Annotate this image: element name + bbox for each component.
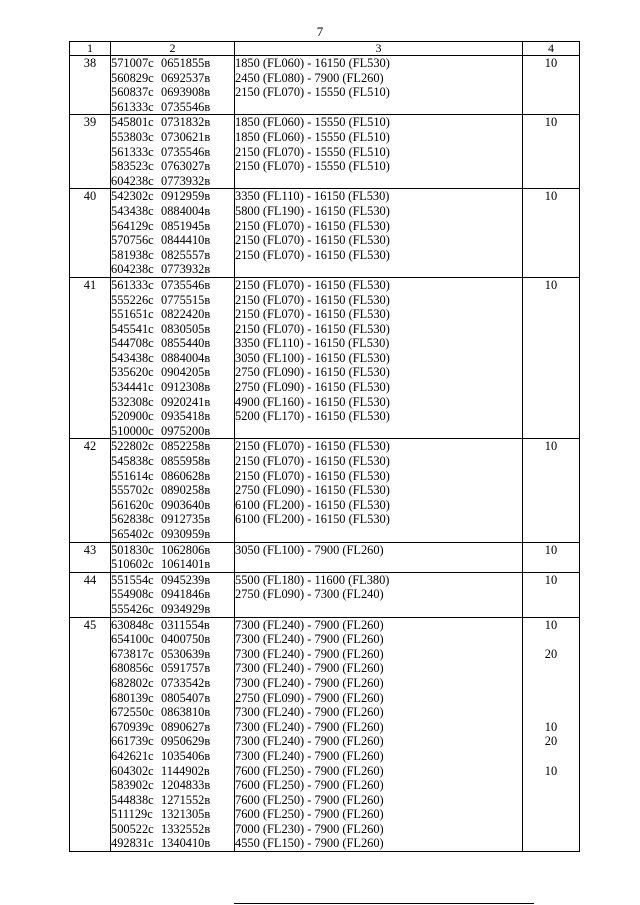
coordinate-line	[111, 454, 234, 469]
latitude: 630848с	[111, 617, 154, 632]
latitude: 543438с	[111, 350, 154, 365]
altitude-range: 2150 (FL070) - 16150 (FL530)	[235, 468, 390, 483]
value	[523, 705, 579, 720]
coordinate-line	[111, 705, 234, 720]
latitude: 583523с	[111, 159, 154, 174]
latitude: 682802с	[111, 675, 154, 690]
coordinate-line	[111, 439, 234, 454]
longitude: 0844410в	[161, 233, 211, 248]
latitude: 555426с	[111, 601, 154, 616]
coordinate-line	[111, 676, 234, 691]
latitude: 551554с	[111, 572, 154, 587]
latitude: 500522с	[111, 821, 154, 836]
altitude-levels-cell	[235, 572, 523, 617]
coordinate-line	[111, 483, 234, 498]
value	[523, 676, 579, 691]
coordinate-line	[111, 159, 234, 174]
value: 10	[544, 189, 558, 204]
coordinate-line	[111, 365, 234, 380]
latitude: 535620с	[111, 365, 154, 380]
altitude-range: 7300 (FL240) - 7900 (FL260)	[235, 748, 384, 763]
coordinates-cell	[111, 277, 235, 439]
longitude: 0884004в	[161, 203, 211, 218]
coordinate-line	[111, 587, 234, 602]
altitude-range: 2150 (FL070) - 16150 (FL530)	[235, 439, 390, 454]
longitude: 0773932в	[161, 173, 211, 188]
coordinate-line	[111, 130, 234, 145]
value: 10	[544, 542, 558, 557]
longitude: 0935418в	[161, 409, 211, 424]
value: 10	[544, 115, 558, 130]
latitude: 511129с	[111, 807, 153, 822]
value-cell	[523, 572, 580, 617]
longitude: 0950629в	[161, 734, 211, 749]
value-cell	[523, 56, 580, 115]
latitude: 545541с	[111, 321, 154, 336]
altitude-range: 2150 (FL070) - 15550 (FL510)	[235, 85, 390, 100]
latitude: 544708с	[111, 336, 154, 351]
value: 10	[544, 763, 558, 778]
latitude: 510000с	[111, 423, 154, 438]
altitude-levels-cell	[235, 115, 523, 189]
altitude-range: 7300 (FL240) - 7900 (FL260)	[235, 632, 384, 647]
altitude-range: 7300 (FL240) - 7900 (FL260)	[235, 646, 384, 661]
coordinate-line	[111, 409, 234, 424]
coordinate-line	[111, 336, 234, 351]
latitude: 564129с	[111, 218, 154, 233]
latitude: 555226с	[111, 292, 154, 307]
latitude: 680139с	[111, 690, 154, 705]
value	[523, 749, 579, 764]
altitude-levels-cell	[235, 439, 523, 542]
longitude: 0884004в	[161, 350, 211, 365]
value: 20	[544, 646, 558, 661]
latitude: 604238с	[111, 262, 154, 277]
value: 10	[544, 617, 558, 632]
coordinate-line	[111, 424, 234, 439]
header-row	[70, 42, 580, 56]
coordinates-cell	[111, 56, 235, 115]
altitude-range: 7300 (FL240) - 7900 (FL260)	[235, 705, 384, 720]
coordinate-line	[111, 764, 234, 779]
altitude-range: 7600 (FL250) - 7900 (FL260)	[235, 763, 384, 778]
value: 10	[544, 56, 558, 70]
page-number: 7	[316, 24, 324, 39]
latitude: 532308с	[111, 394, 154, 409]
value-cell	[523, 439, 580, 542]
page-bottom-rule	[234, 903, 534, 904]
longitude: 0912308в	[161, 380, 211, 395]
altitude-range: 2150 (FL070) - 16150 (FL530)	[235, 321, 390, 336]
latitude: 581938с	[111, 247, 154, 262]
latitude: 551614с	[111, 468, 154, 483]
longitude: 0930959в	[161, 527, 211, 541]
coordinate-line	[111, 807, 234, 822]
coordinate-line	[111, 322, 234, 337]
longitude: 0860628в	[161, 468, 211, 483]
longitude: 0805407в	[161, 690, 211, 705]
coordinates-cell	[111, 439, 235, 542]
latitude: 560837с	[111, 85, 154, 100]
airspace-table	[69, 41, 580, 852]
value: 10	[544, 439, 558, 454]
latitude: 672550с	[111, 705, 154, 720]
longitude: 0693908в	[161, 85, 211, 100]
coordinate-line	[111, 618, 234, 633]
table-row	[70, 277, 580, 439]
altitude-range: 5200 (FL170) - 16150 (FL530)	[235, 409, 390, 424]
coordinate-line	[111, 100, 234, 115]
coordinate-line	[111, 262, 234, 277]
coordinate-line	[111, 822, 234, 837]
longitude: 0852258в	[161, 439, 211, 454]
latitude: 534441с	[111, 380, 154, 395]
coordinate-line	[111, 174, 234, 189]
longitude: 0735546в	[161, 277, 211, 292]
table-row	[70, 56, 580, 115]
table-row	[70, 542, 580, 572]
altitude-range: 7300 (FL240) - 7900 (FL260)	[235, 617, 384, 632]
altitude-levels-cell	[235, 56, 523, 115]
coordinate-line	[111, 793, 234, 808]
longitude: 0941846в	[161, 587, 211, 602]
longitude: 0975200в	[161, 423, 211, 438]
latitude: 551651с	[111, 307, 154, 322]
longitude: 0890627в	[161, 719, 211, 734]
altitude-range: 3050 (FL100) - 7900 (FL260)	[235, 542, 384, 557]
altitude-range: 2150 (FL070) - 15550 (FL510)	[235, 159, 390, 174]
coordinate-line	[111, 632, 234, 647]
coordinate-line	[111, 691, 234, 706]
altitude-range: 2150 (FL070) - 16150 (FL530)	[235, 307, 390, 322]
coordinate-line	[111, 543, 234, 558]
altitude-range: 2750 (FL090) - 16150 (FL530)	[235, 365, 390, 380]
coordinate-line	[111, 734, 234, 749]
coordinate-line	[111, 219, 234, 234]
coordinate-line	[111, 189, 234, 204]
value: 20	[544, 734, 558, 749]
value-cell	[523, 617, 580, 852]
latitude: 555702с	[111, 483, 154, 498]
altitude-range: 5800 (FL190) - 16150 (FL530)	[235, 203, 390, 218]
value-cell	[523, 189, 580, 278]
coordinate-line	[111, 351, 234, 366]
coordinate-line	[111, 469, 234, 484]
latitude: 560829с	[111, 70, 154, 85]
latitude: 680856с	[111, 661, 154, 676]
coordinate-line	[111, 85, 234, 100]
latitude: 545801с	[111, 115, 154, 130]
value: 10	[544, 572, 558, 587]
latitude: 553803с	[111, 129, 154, 144]
coordinate-line	[111, 204, 234, 219]
latitude: 571007с	[111, 56, 154, 70]
altitude-range: 2750 (FL090) - 16150 (FL530)	[235, 483, 390, 498]
longitude: 0863810в	[161, 705, 211, 720]
table-row	[70, 115, 580, 189]
altitude-range: 7600 (FL250) - 7900 (FL260)	[235, 778, 384, 793]
coordinate-line	[111, 602, 234, 617]
longitude: 1332552в	[161, 821, 211, 836]
latitude: 583902с	[111, 778, 154, 793]
coordinate-line	[111, 71, 234, 86]
header-col-4: 4	[523, 42, 580, 56]
longitude: 0530639в	[161, 646, 211, 661]
altitude-range: 7300 (FL240) - 7900 (FL260)	[235, 675, 384, 690]
coordinate-line	[111, 512, 234, 527]
row-number: 41	[70, 277, 111, 439]
latitude: 520900с	[111, 409, 154, 424]
coordinate-line	[111, 749, 234, 764]
altitude-range: 2150 (FL070) - 16150 (FL530)	[235, 218, 390, 233]
longitude: 1144902в	[161, 763, 210, 778]
latitude: 510602с	[111, 557, 154, 572]
altitude-range: 7300 (FL240) - 7900 (FL260)	[235, 719, 384, 734]
longitude: 0903640в	[161, 497, 211, 512]
coordinate-line	[111, 661, 234, 676]
latitude: 654100с	[111, 632, 154, 647]
coordinate-line	[111, 557, 234, 572]
longitude: 1035406в	[161, 748, 211, 763]
longitude: 0825557в	[161, 247, 211, 262]
latitude: 642621с	[111, 748, 154, 763]
altitude-range: 2750 (FL090) - 7900 (FL260)	[235, 690, 384, 705]
coordinate-line	[111, 498, 234, 513]
altitude-range: 1850 (FL060) - 15550 (FL510)	[235, 129, 390, 144]
longitude: 0912735в	[161, 512, 211, 527]
coordinates-cell	[111, 617, 235, 852]
header-col-2: 2	[111, 42, 235, 56]
longitude: 0890258в	[161, 483, 211, 498]
altitude-range: 5500 (FL180) - 11600 (FL380)	[235, 572, 390, 587]
latitude: 542302с	[111, 189, 154, 204]
coordinate-line	[111, 278, 234, 293]
value-cell	[523, 115, 580, 189]
latitude: 543438с	[111, 203, 154, 218]
longitude: 1062806в	[161, 542, 211, 557]
coordinate-line	[111, 836, 234, 851]
coordinate-line	[111, 293, 234, 308]
row-number: 42	[70, 439, 111, 542]
longitude: 0311554в	[161, 617, 210, 632]
longitude: 1340410в	[161, 836, 211, 851]
longitude: 1061401в	[161, 557, 211, 572]
coordinate-line	[111, 647, 234, 662]
value: 10	[544, 719, 558, 734]
value	[523, 632, 579, 647]
longitude: 0651855в	[161, 56, 211, 70]
longitude: 1204833в	[161, 778, 211, 793]
altitude-range: 7000 (FL230) - 7900 (FL260)	[235, 821, 384, 836]
longitude: 0733542в	[161, 675, 211, 690]
altitude-range: 3350 (FL110) - 16150 (FL530)	[235, 336, 390, 351]
coordinate-line	[111, 573, 234, 588]
altitude-levels-cell	[235, 189, 523, 278]
longitude: 0945239в	[161, 572, 211, 587]
latitude: 522802с	[111, 439, 154, 454]
latitude: 492831с	[111, 836, 154, 851]
latitude: 545838с	[111, 454, 154, 469]
latitude: 565402с	[111, 527, 154, 541]
altitude-range: 4900 (FL160) - 16150 (FL530)	[235, 394, 390, 409]
latitude: 604238с	[111, 173, 154, 188]
coordinate-line	[111, 56, 234, 71]
row-number: 45	[70, 617, 111, 852]
latitude: 501830с	[111, 542, 154, 557]
longitude: 0904205в	[161, 365, 211, 380]
coordinates-cell	[111, 542, 235, 572]
coordinate-line	[111, 395, 234, 410]
value-cell	[523, 277, 580, 439]
altitude-range: 2150 (FL070) - 15550 (FL510)	[235, 144, 390, 159]
altitude-range: 3350 (FL110) - 16150 (FL530)	[235, 189, 390, 204]
altitude-range: 2150 (FL070) - 16150 (FL530)	[235, 233, 390, 248]
altitude-range: 2150 (FL070) - 16150 (FL530)	[235, 454, 390, 469]
longitude: 1321305в	[161, 807, 211, 822]
latitude: 570756с	[111, 233, 154, 248]
table-row	[70, 439, 580, 542]
altitude-range: 7300 (FL240) - 7900 (FL260)	[235, 734, 384, 749]
coordinate-line	[111, 380, 234, 395]
longitude: 0763027в	[161, 159, 211, 174]
latitude: 673817с	[111, 646, 154, 661]
longitude: 0855440в	[161, 336, 211, 351]
altitude-range: 6100 (FL200) - 16150 (FL530)	[235, 512, 390, 527]
longitude: 0400750в	[161, 632, 211, 647]
coordinate-line	[111, 307, 234, 322]
longitude: 0775515в	[161, 292, 211, 307]
header-col-3: 3	[235, 42, 523, 56]
longitude: 0692537в	[161, 70, 211, 85]
longitude: 0851945в	[161, 218, 211, 233]
altitude-range: 2450 (FL080) - 7900 (FL260)	[235, 70, 384, 85]
value-cell	[523, 542, 580, 572]
longitude: 0822420в	[161, 307, 211, 322]
altitude-range: 2750 (FL090) - 16150 (FL530)	[235, 380, 390, 395]
altitude-range: 2150 (FL070) - 16150 (FL530)	[235, 247, 390, 262]
latitude: 670939с	[111, 719, 154, 734]
latitude: 561333с	[111, 99, 154, 114]
value	[523, 691, 579, 706]
value	[523, 661, 579, 676]
longitude: 0912959в	[161, 189, 211, 204]
coordinate-line	[111, 115, 234, 130]
coordinates-cell	[111, 115, 235, 189]
coordinate-line	[111, 145, 234, 160]
longitude: 0591757в	[161, 661, 211, 676]
longitude: 0830505в	[161, 321, 211, 336]
coordinates-cell	[111, 189, 235, 278]
latitude: 561333с	[111, 277, 154, 292]
row-number: 39	[70, 115, 111, 189]
longitude: 0735546в	[161, 144, 211, 159]
altitude-levels-cell	[235, 277, 523, 439]
coordinate-line	[111, 248, 234, 263]
altitude-levels-cell	[235, 542, 523, 572]
longitude: 1271552в	[161, 792, 211, 807]
longitude: 0730621в	[161, 129, 211, 144]
value: 10	[544, 277, 558, 292]
altitude-range: 6100 (FL200) - 16150 (FL530)	[235, 497, 390, 512]
coordinate-line	[111, 233, 234, 248]
latitude: 661739с	[111, 734, 154, 749]
longitude: 0735546в	[161, 99, 211, 114]
table-row	[70, 189, 580, 278]
altitude-range: 7300 (FL240) - 7900 (FL260)	[235, 661, 384, 676]
longitude: 0855958в	[161, 454, 211, 469]
altitude-range: 1850 (FL060) - 15550 (FL510)	[235, 115, 390, 130]
coordinate-line	[111, 778, 234, 793]
altitude-range: 7600 (FL250) - 7900 (FL260)	[235, 807, 384, 822]
row-number: 40	[70, 189, 111, 278]
altitude-levels-cell	[235, 617, 523, 852]
latitude: 544838с	[111, 792, 154, 807]
header-col-1: 1	[70, 42, 111, 56]
latitude: 562838с	[111, 512, 154, 527]
coordinate-line	[111, 720, 234, 735]
altitude-range: 4550 (FL150) - 7900 (FL260)	[235, 836, 384, 851]
longitude: 0920241в	[161, 394, 211, 409]
table-row	[70, 617, 580, 852]
latitude: 604302с	[111, 763, 154, 778]
row-number: 43	[70, 542, 111, 572]
coordinates-cell	[111, 572, 235, 617]
altitude-range: 2750 (FL090) - 7300 (FL240)	[235, 587, 384, 602]
latitude: 554908с	[111, 587, 154, 602]
longitude: 0934929в	[161, 601, 211, 616]
latitude: 561333с	[111, 144, 154, 159]
table-row	[70, 572, 580, 617]
longitude: 0731832в	[161, 115, 211, 130]
coordinate-line	[111, 527, 234, 542]
altitude-range: 3050 (FL100) - 16150 (FL530)	[235, 350, 390, 365]
altitude-range: 2150 (FL070) - 16150 (FL530)	[235, 292, 390, 307]
altitude-range: 2150 (FL070) - 16150 (FL530)	[235, 277, 390, 292]
row-number: 38	[70, 56, 111, 115]
longitude: 0773932в	[161, 262, 211, 277]
row-number: 44	[70, 572, 111, 617]
altitude-range: 7600 (FL250) - 7900 (FL260)	[235, 792, 384, 807]
latitude: 561620с	[111, 497, 154, 512]
altitude-range: 1850 (FL060) - 16150 (FL530)	[235, 56, 390, 70]
